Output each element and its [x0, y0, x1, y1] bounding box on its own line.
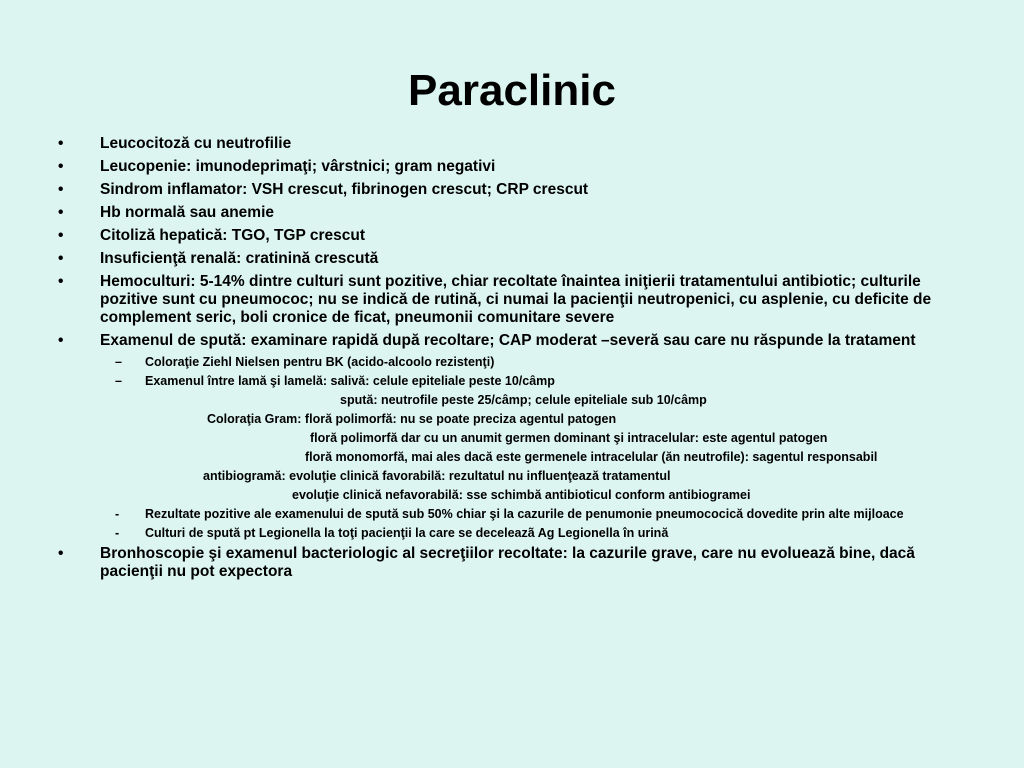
bullet-icon: • — [58, 250, 64, 267]
indented-line: spută: neutrofile peste 25/câmp; celule epiteliale sub 10/câmp — [340, 393, 707, 407]
sub-list-item — [0, 374, 1024, 389]
bullet-icon: • — [58, 227, 64, 244]
indented-line: evoluţie clinică nefavorabilă: sse schimbă antibioticul conform antibiogramei — [292, 488, 751, 502]
list-item — [0, 181, 1024, 199]
list-item-text: Sindrom inflamator: VSH crescut, fibrinogen crescut; CRP crescut — [100, 181, 589, 198]
sub-list-item — [0, 526, 1024, 541]
list-item — [0, 273, 1024, 327]
bullet-icon: • — [58, 545, 64, 562]
list-item-text: Citoliză hepatică: TGO, TGP crescut — [100, 227, 365, 244]
list-item-text: Leucocitoză cu neutrofilie — [100, 135, 292, 152]
list-item — [0, 545, 1024, 581]
list-item — [0, 250, 1024, 268]
indented-line: floră polimorfă dar cu un anumit germen dominant şi intracelular: este agentul patogen — [310, 431, 828, 445]
bullet-icon: • — [58, 204, 64, 221]
list-item — [0, 332, 1024, 350]
hyphen-icon: - — [115, 526, 120, 540]
sub-list-item-text: Rezultate pozitive ale examenului de spută sub 50% chiar şi la cazurile de penumonie pneumococică dovedite prin alte mijloace — [145, 507, 904, 521]
sub-list-item-text: Coloraţie Ziehl Nielsen pentru BK (acido-alcoolo rezistenţi) — [145, 355, 495, 369]
sub-list-item — [0, 507, 1024, 522]
list-item-text: Examenul de spută: examinare rapidă după recoltare; CAP moderat –severă sau care nu răspunde la tratament — [100, 332, 916, 349]
sub-list-item — [0, 355, 1024, 370]
bullet-icon: • — [58, 273, 64, 290]
list-item-text: Leucopenie: imunodeprimaţi; vârstnici; gram negativi — [100, 158, 496, 175]
list-item-text: Bronhoscopie şi examenul bacteriologic al secreţiilor recoltate: la cazurile grave, care nu evoluează bine, dacă pacienţii nu pot expectora — [100, 545, 915, 580]
list-item — [0, 135, 1024, 153]
indented-line: antibiogramă: evoluţie clinică favorabilă: rezultatul nu influenţează tratamentul — [203, 469, 671, 483]
sub-list-item-text: Examenul între lamă şi lamelă: salivă: celule epiteliale peste 10/câmp — [145, 374, 555, 388]
dash-icon: – — [115, 374, 122, 388]
sub-list-item-text: Culturi de spută pt Legionella la toţi pacienţii la care se deceleazã Ag Legionella în urină — [145, 526, 669, 540]
list-item-text: Insuficienţă renală: cratinină crescută — [100, 250, 379, 267]
list-item-text: Hb normală sau anemie — [100, 204, 275, 221]
slide-body — [0, 135, 1024, 586]
bullet-icon: • — [58, 181, 64, 198]
hyphen-icon: - — [115, 507, 120, 521]
bullet-icon: • — [58, 332, 64, 349]
indented-line: Coloraţia Gram: floră polimorfă: nu se poate preciza agentul patogen — [207, 412, 617, 426]
list-item-text: Hemoculturi: 5-14% dintre culturi sunt pozitive, chiar recoltate înaintea iniţierii tratamentului antibiotic; culturile pozitive sunt cu pneumococ; nu se indică de rutină, ci numai la pacienţii neutropenici, cu asplenie, cu deficite de complement seric, boli cronice de ficat, pneumonii comunitare severe — [100, 273, 932, 326]
bullet-icon: • — [58, 158, 64, 175]
list-item — [0, 227, 1024, 245]
dash-icon: – — [115, 355, 122, 369]
list-item — [0, 204, 1024, 222]
bullet-icon: • — [58, 135, 64, 152]
indented-line: floră monomorfă, mai ales dacă este germenele intracelular (ăn neutrofile): sagentul responsabil — [305, 450, 878, 464]
list-item — [0, 158, 1024, 176]
slide-title: Paraclinic — [408, 66, 616, 115]
